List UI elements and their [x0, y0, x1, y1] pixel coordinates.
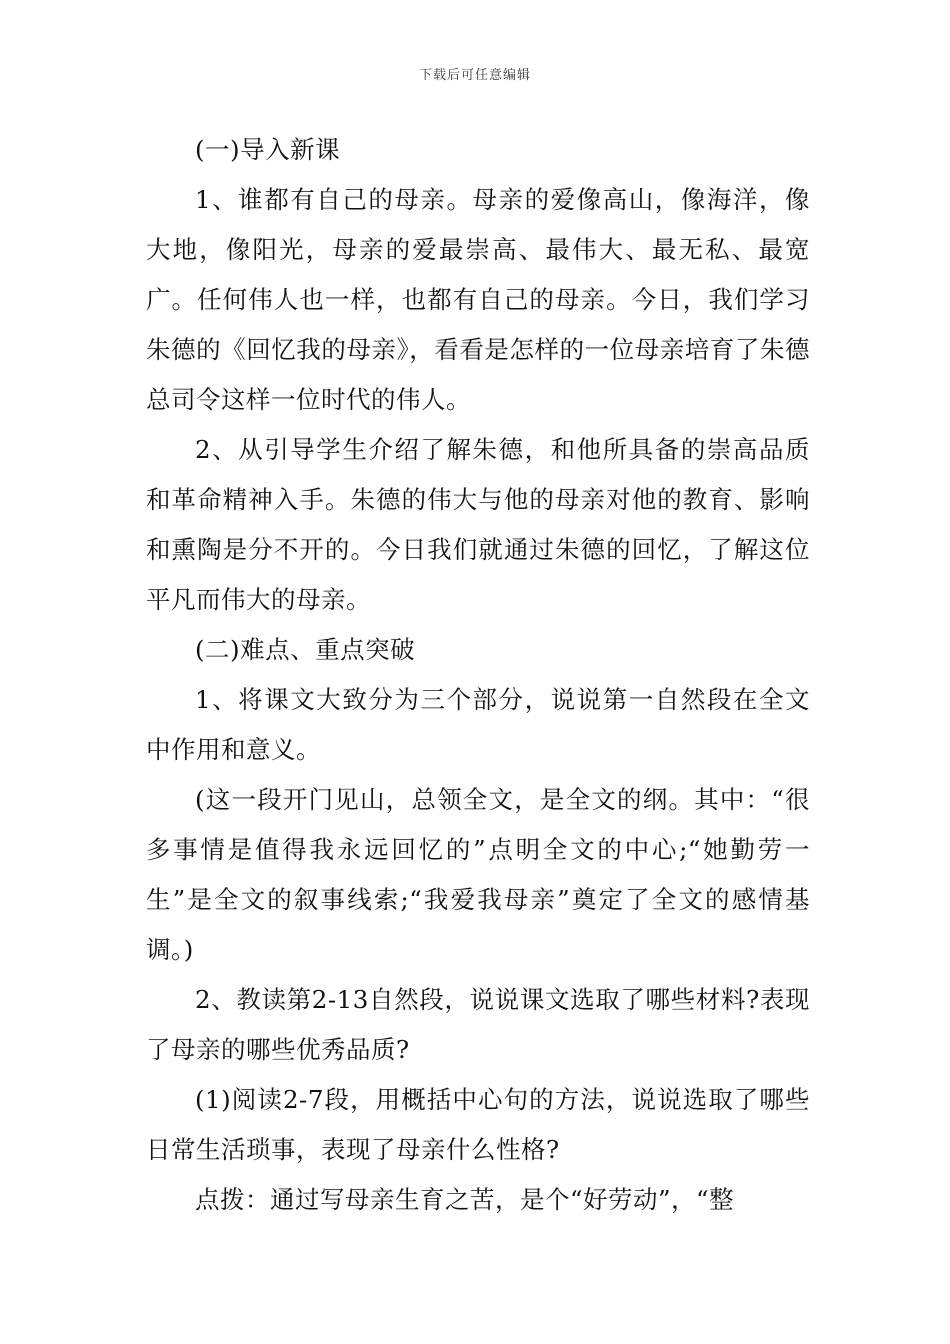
- section-heading-key-points: (二)难点、重点突破: [195, 635, 416, 664]
- paragraph-7: 点拨：通过写母亲生育之苦，是个“好劳动”，“整: [195, 1185, 735, 1214]
- document-body: [146, 125, 810, 1225]
- section-heading-intro: (一)导入新课: [195, 135, 341, 164]
- page-header: 下载后可任意编辑: [418, 68, 531, 83]
- paragraph-5: 2、教读第2-13自然段，说说课文选取了哪些材料?表现了母亲的哪些优秀品质?: [146, 985, 810, 1064]
- paragraph-4: (这一段开门见山，总领全文，是全文的纲。其中：“很多事情是值得我永远回忆的”点明全文的中心;“她勤劳一生”是全文的叙事线索;“我爱我母亲”奠定了全文的感情基调。): [146, 785, 810, 964]
- paragraph-1: 1、谁都有自己的母亲。母亲的爱像高山，像海洋，像大地，像阳光，母亲的爱最崇高、最伟大、最无私、最宽广。任何伟人也一样，也都有自己的母亲。今日，我们学习朱德的《回忆我的母亲》，看看是怎样的一位母亲培育了朱德总司令这样一位时代的伟人。: [146, 185, 810, 414]
- paragraph-6: (1)阅读2-7段，用概括中心句的方法，说说选取了哪些日常生活琐事，表现了母亲什么性格?: [146, 1085, 810, 1164]
- paragraph-3: 1、将课文大致分为三个部分，说说第一自然段在全文中作用和意义。: [146, 685, 810, 764]
- paragraph-2: 2、从引导学生介绍了解朱德，和他所具备的崇高品质和革命精神入手。朱德的伟大与他的母亲对他的教育、影响和熏陶是分不开的。今日我们就通过朱德的回忆，了解这位平凡而伟大的母亲。: [146, 435, 810, 614]
